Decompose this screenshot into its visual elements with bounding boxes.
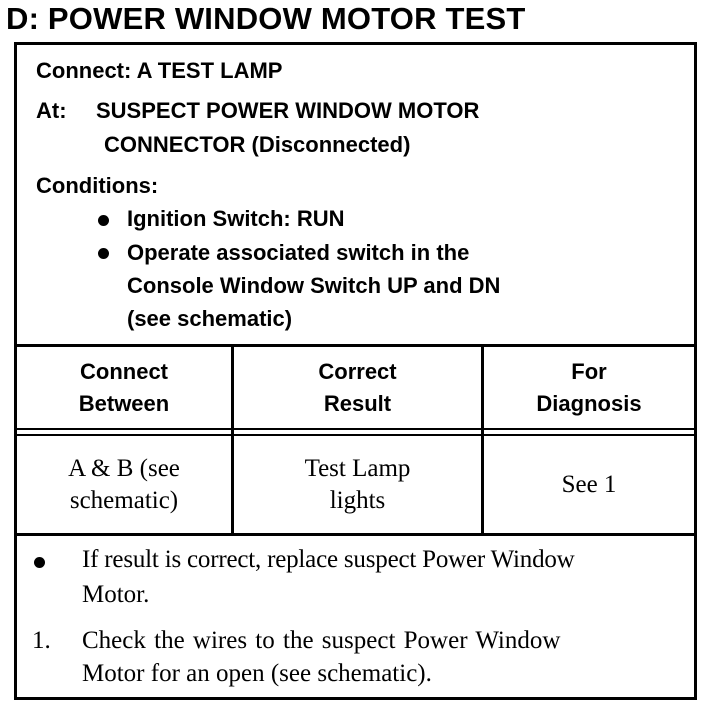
conditions-label: Conditions: bbox=[36, 173, 159, 198]
condition-operate-line1: Operate associated switch in the bbox=[127, 240, 470, 265]
connect-instruction: Connect: A TEST LAMP bbox=[36, 58, 283, 83]
condition-operate-line2: Console Window Switch UP and DN bbox=[127, 273, 501, 298]
at-location-line2: CONNECTOR (Disconnected) bbox=[104, 132, 411, 157]
table-cell-connect: A & B (see schematic) bbox=[68, 455, 180, 514]
header-connect-between: Connect Between bbox=[78, 358, 170, 416]
condition-operate-line3: (see schematic) bbox=[127, 306, 293, 331]
header-correct-result: Correct Result bbox=[318, 358, 397, 416]
bullet-icon bbox=[98, 215, 109, 226]
note-replace-line2: Motor. bbox=[82, 581, 150, 608]
note-number: 1. bbox=[32, 627, 51, 654]
table-bottom-rule bbox=[14, 533, 697, 536]
table-cell-diagnosis: See 1 bbox=[561, 471, 617, 498]
at-location-line1: SUSPECT POWER WINDOW MOTOR bbox=[96, 98, 480, 123]
header-double-rule-top bbox=[14, 428, 697, 430]
note-replace-line1: If result is correct, replace suspect Power Window bbox=[82, 546, 575, 573]
bullet-icon bbox=[34, 557, 45, 568]
page-title: D: POWER WINDOW MOTOR TEST bbox=[6, 1, 526, 36]
header-double-rule-bottom bbox=[14, 434, 697, 436]
note-check-line2: Motor for an open (see schematic). bbox=[82, 660, 432, 687]
at-label: At: bbox=[36, 98, 67, 123]
header-for-diagnosis: For Diagnosis bbox=[536, 358, 642, 416]
condition-ignition: Ignition Switch: RUN bbox=[127, 206, 345, 231]
table-cell-result: Test Lamp lights bbox=[304, 455, 411, 514]
note-check-line1: Check the wires to the suspect Power Window bbox=[82, 627, 561, 654]
bullet-icon bbox=[98, 248, 109, 259]
